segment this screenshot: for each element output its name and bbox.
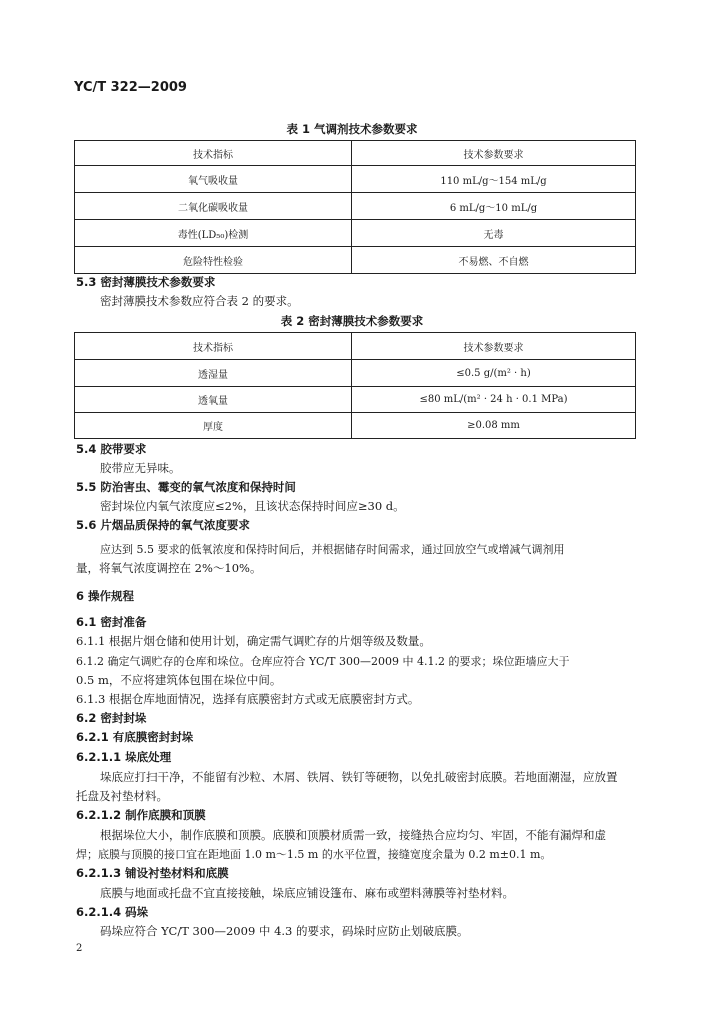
section-6-2-1-1-heading: 6.2.1.1 垛底处理 [76,750,172,764]
section-5-5-text: 密封垛位内氧气浓度应≤2%，且该状态保持时间应≥30 d。 [100,499,405,513]
table-cell: ≥0.08 mm [352,413,636,439]
table-cell: 6 mL/g～10 mL/g [352,193,636,220]
table1-caption: 表 1 气调剂技术参数要求 [286,122,418,136]
table-cell: ≤0.5 g/(m² · h) [352,360,636,387]
section-6-2-1-1-text-line2: 托盘及衬垫材料。 [76,789,168,803]
section-5-6-heading: 5.6 片烟品质保持的氧气浓度要求 [76,518,250,532]
table-cell: 110 mL/g～154 mL/g [352,166,636,193]
section-6-1-heading: 6.1 密封准备 [76,615,147,629]
section-6-1-2-text-line2: 0.5 m，不应将建筑体包围在垛位中间。 [76,673,282,687]
section-6-2-1-2-text-line1: 根据垛位大小，制作底膜和顶膜。底膜和顶膜材质需一致，接缝热合应均匀、牢固，不能有漏焊和虚 [100,828,606,842]
table-row [75,360,636,387]
section-5-6-text-line1: 应达到 5.5 要求的低氧浓度和保持时间后，并根据储存时间需求，通过回放空气或增减气调剂用 [100,543,565,556]
section-5-5-heading: 5.5 防治害虫、霉变的氧气浓度和保持时间 [76,480,296,494]
section-6-2-1-2-heading: 6.2.1.2 制作底膜和顶膜 [76,808,206,822]
section-6-2-1-4-heading: 6.2.1.4 码垛 [76,905,149,919]
table2 [74,332,636,439]
section-6-1-2-text-line1: 6.1.2 确定气调贮存的仓库和垛位。仓库应符合 YC/T 300—2009 中 4.1.2 的要求；垛位距墙应大于 [76,655,570,668]
section-5-6-text-line2: 量，将氧气浓度调控在 2%～10%。 [76,561,262,575]
section-6-heading: 6 操作规程 [76,589,135,603]
section-6-2-1-3-text: 底膜与地面或托盘不宜直接接触，垛底应铺设篷布、麻布或塑料薄膜等衬垫材料。 [100,886,514,900]
table1 [74,140,636,274]
section-6-2-1-4-text: 码垛应符合 YC/T 300—2009 中 4.3 的要求，码垛时应防止划破底膜。 [100,924,469,938]
table-cell: 二氧化碳吸收量 [75,193,352,220]
table-cell: 透氧量 [75,387,352,413]
table-cell: 无毒 [352,220,636,247]
column-header: 技术参数要求 [352,333,636,360]
table-row [75,220,636,247]
table-header-row [75,333,636,360]
page-number: 2 [76,943,83,954]
table-row [75,247,636,274]
column-header: 技术指标 [75,333,352,360]
section-5-4-heading: 5.4 胶带要求 [76,442,147,456]
table-cell: 氧气吸收量 [75,166,352,193]
section-6-2-1-3-heading: 6.2.1.3 铺设衬垫材料和底膜 [76,866,229,880]
table-cell: 危险特性检验 [75,247,352,274]
standard-number: YC/T 322—2009 [74,80,187,95]
table-cell: 厚度 [75,413,352,439]
section-6-1-3-text: 6.1.3 根据仓库地面情况，选择有底膜密封方式或无底膜密封方式。 [76,692,420,706]
section-5-3-heading: 5.3 密封薄膜技术参数要求 [76,275,216,289]
section-6-2-heading: 6.2 密封封垛 [76,711,147,725]
table-row [75,166,636,193]
table-cell: 不易燃、不自燃 [352,247,636,274]
section-6-1-1-text: 6.1.1 根据片烟仓储和使用计划，确定需气调贮存的片烟等级及数量。 [76,634,431,648]
column-header: 技术参数要求 [352,141,636,166]
section-6-2-1-2-text-line2: 焊；底膜与顶膜的接口宜在距地面 1.0 m～1.5 m 的水平位置，接缝宽度余量为 0.2 m±0.1 m。 [76,848,552,861]
table-row [75,413,636,439]
section-6-2-1-heading: 6.2.1 有底膜密封封垛 [76,730,194,744]
column-header: 技术指标 [75,141,352,166]
section-5-3-text: 密封薄膜技术参数应符合表 2 的要求。 [100,294,299,308]
table-row [75,387,636,413]
table-cell: 透湿量 [75,360,352,387]
table-row [75,193,636,220]
table-header-row [75,141,636,166]
table2-caption: 表 2 密封薄膜技术参数要求 [280,314,424,328]
section-5-4-text: 胶带应无异味。 [100,461,181,475]
table-cell: ≤80 mL/(m² · 24 h · 0.1 MPa) [352,387,636,413]
table-cell: 毒性(LD₅₀)检测 [75,220,352,247]
section-6-2-1-1-text-line1: 垛底应打扫干净，不能留有沙粒、木屑、铁屑、铁钉等硬物，以免扎破密封底膜。若地面潮湿，应放置 [100,770,618,784]
